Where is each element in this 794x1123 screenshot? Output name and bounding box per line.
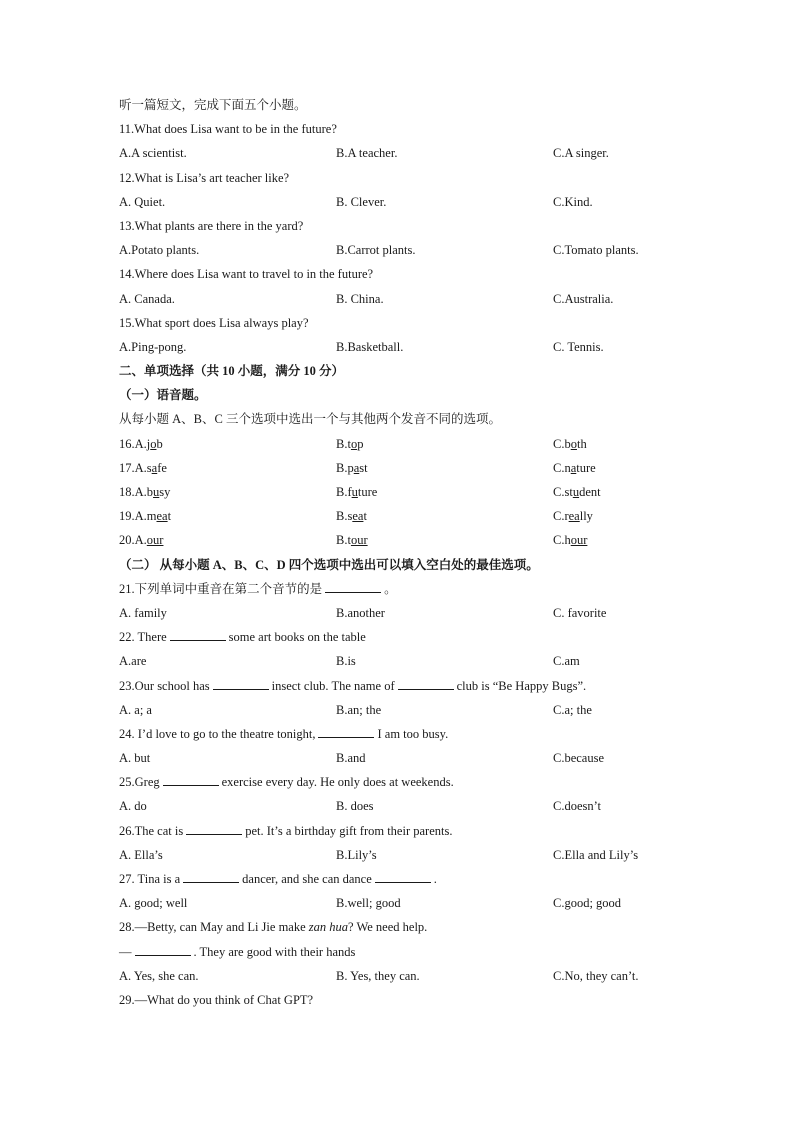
option-c — [553, 504, 593, 528]
option-b: B. Yes, they can. — [336, 968, 420, 983]
options-23 — [119, 698, 679, 722]
question-text: 24. I’d love to go to the theatre tonight, — [119, 726, 316, 741]
word-end: dent — [579, 485, 601, 499]
underlined-letters: u — [153, 485, 160, 499]
question-text-end: 。 — [384, 581, 397, 596]
option-b: B.an; the — [336, 702, 382, 717]
question-text: 22. There — [119, 630, 167, 645]
underlined-letters: ea — [156, 509, 168, 524]
option-c: C.doesn’t — [553, 799, 602, 814]
options-24 — [119, 746, 679, 770]
word-end: lly — [579, 509, 593, 524]
word-start: B.s — [336, 509, 353, 524]
question-text: 25.Greg — [119, 775, 160, 790]
word-start: B.t — [336, 533, 351, 548]
option-a: A.Ping-pong. — [119, 339, 187, 354]
option-b — [336, 528, 368, 552]
option-c: C.Tomato plants. — [553, 243, 639, 258]
question-26 — [119, 819, 679, 843]
underlined-letters: u — [572, 485, 580, 499]
option-a — [119, 528, 163, 552]
option-b — [336, 504, 367, 528]
word-start: 20.A. — [119, 533, 147, 548]
options-21 — [119, 601, 679, 625]
subsection-2-title: （二） 从每小题 A、B、C、D 四个选项中选出可以填入空白处的最佳选项。 — [119, 557, 539, 572]
word-end: ture — [357, 485, 378, 499]
phonetics-19 — [119, 504, 679, 528]
word-start: C.h — [553, 533, 571, 548]
option-a — [119, 456, 167, 480]
option-a: A. but — [119, 751, 151, 766]
subsection-1-instructions: 从每小题 A、B、C 三个选项中选出一个与其他两个发音不同的选项。 — [119, 412, 501, 427]
phonetics-17 — [119, 456, 679, 480]
option-a: A. family — [119, 605, 167, 620]
word-end: b — [156, 436, 163, 451]
option-b — [336, 480, 377, 504]
option-b: B.Lily’s — [336, 847, 377, 862]
question-13: 13.What plants are there in the yard? — [119, 218, 304, 233]
answer-blank — [325, 581, 381, 593]
option-c: C.A singer. — [553, 146, 609, 161]
answer-blank — [186, 823, 242, 835]
options-15 — [119, 335, 679, 359]
option-b: B.and — [336, 751, 366, 766]
option-a: A. Quiet. — [119, 194, 166, 209]
question-21 — [119, 577, 679, 601]
underlined-letters: ea — [568, 509, 580, 524]
question-12: 12.What is Lisa’s art teacher like? — [119, 170, 290, 185]
question-text-mid: dancer, and she can dance — [242, 872, 372, 886]
italic-term: zan hua — [308, 920, 349, 935]
option-c: C.because — [553, 751, 605, 766]
underlined-letters: our — [146, 533, 164, 548]
question-text-end: exercise every day. He only does at weekends. — [221, 775, 454, 790]
word-end: ture — [576, 460, 596, 475]
option-c: C.Ella and Lily’s — [553, 847, 639, 862]
word-end: p — [357, 436, 364, 451]
option-c: C.Kind. — [553, 194, 593, 209]
option-c: C. favorite — [553, 605, 607, 620]
question-text-mid: insect club. The name of — [271, 678, 395, 693]
option-b: B.well; good — [336, 896, 401, 911]
question-27 — [119, 867, 679, 891]
word-start: 17.A.s — [119, 460, 152, 475]
phonetics-18 — [119, 480, 679, 504]
options-28 — [119, 964, 679, 988]
option-b — [336, 456, 368, 480]
underlined-letters: a — [151, 460, 158, 475]
option-c: C.No, they can’t. — [553, 968, 639, 983]
phonetics-16 — [119, 432, 679, 456]
word-start: B.p — [336, 460, 354, 475]
option-c — [553, 432, 587, 456]
question-25 — [119, 770, 679, 794]
option-b — [336, 432, 363, 456]
option-c: C.Australia. — [553, 291, 614, 306]
subsection-1-title: （一）语音题。 — [119, 388, 207, 403]
answer-blank — [135, 944, 191, 956]
question-text-end: club is “Be Happy Bugs”. — [456, 678, 587, 693]
option-c — [553, 528, 587, 552]
option-c: C.a; the — [553, 702, 592, 717]
question-text: 27. Tina is a — [119, 872, 181, 886]
reply-dash: — — [119, 944, 132, 959]
word-end: fe — [157, 460, 167, 475]
answer-blank — [170, 629, 226, 641]
underlined-letters: o — [150, 436, 157, 451]
option-a: A.Potato plants. — [119, 243, 200, 258]
listening-intro: 听一篇短文，完成下面五个小题。 — [119, 98, 307, 112]
options-27 — [119, 891, 679, 915]
options-13 — [119, 238, 679, 262]
underlined-letters: a — [570, 460, 577, 475]
question-15: 15.What sport does Lisa always play? — [119, 315, 309, 330]
answer-blank — [375, 871, 431, 883]
question-text-end: ? We need help. — [348, 920, 428, 935]
section-2-title: 二、单项选择（共 10 小题，满分 10 分） — [119, 364, 345, 379]
answer-blank — [213, 678, 269, 690]
question-text: 23.Our school has — [119, 678, 210, 693]
option-a — [119, 432, 163, 456]
options-12 — [119, 190, 679, 214]
question-text-end: . — [433, 872, 437, 886]
word-end: t — [363, 509, 367, 524]
option-b: B.A teacher. — [336, 146, 398, 161]
option-b: B.Carrot plants. — [336, 243, 416, 258]
question-29: 29.—What do you think of Chat GPT? — [119, 992, 314, 1007]
option-b: B. China. — [336, 291, 384, 306]
underlined-letters: u — [351, 485, 358, 499]
question-text: 26.The cat is — [119, 823, 184, 838]
option-b: B. Clever. — [336, 194, 387, 209]
option-c: C. Tennis. — [553, 339, 604, 354]
option-b: B.another — [336, 605, 385, 620]
option-c: C.good; good — [553, 896, 622, 911]
reply-text: . They are good with their hands — [193, 944, 356, 959]
option-a: A. Yes, she can. — [119, 968, 199, 983]
question-22 — [119, 625, 679, 649]
answer-blank — [318, 726, 374, 738]
options-11 — [119, 141, 679, 165]
option-c: C.am — [553, 654, 580, 669]
word-start: 16.A.j — [119, 436, 151, 451]
options-22 — [119, 649, 679, 673]
options-25 — [119, 794, 679, 818]
question-text-end: some art books on the table — [228, 630, 366, 645]
underlined-letters: our — [350, 533, 368, 548]
option-b: B. does — [336, 799, 374, 814]
answer-blank — [163, 774, 219, 786]
word-start: C.b — [553, 436, 571, 451]
option-c — [553, 456, 596, 480]
option-a: A. Canada. — [119, 291, 175, 306]
question-24 — [119, 722, 679, 746]
option-a — [119, 504, 171, 528]
question-14: 14.Where does Lisa want to travel to in the future? — [119, 267, 374, 282]
option-b: B.Basketball. — [336, 339, 404, 354]
word-end: st — [359, 460, 368, 475]
underlined-letters: o — [350, 436, 358, 451]
question-text-end: pet. It’s a birthday gift from their parents. — [245, 823, 453, 838]
question-28-reply — [119, 940, 679, 964]
word-end: t — [167, 509, 172, 524]
phonetics-20 — [119, 528, 679, 552]
option-b: B.is — [336, 654, 356, 669]
option-a: A.are — [119, 654, 147, 669]
option-a: A. Ella’s — [119, 847, 163, 862]
option-a: A. a; a — [119, 702, 152, 717]
underlined-letters: our — [570, 533, 588, 548]
question-28 — [119, 915, 679, 939]
word-start: C.r — [553, 509, 569, 524]
word-start: 18.A.b — [119, 485, 154, 499]
word-end: th — [576, 436, 587, 451]
exam-page — [119, 93, 679, 1012]
answer-blank — [183, 871, 239, 883]
question-text-end: I am too busy. — [377, 726, 449, 741]
word-start: C.n — [553, 460, 571, 475]
underlined-letters: ea — [352, 509, 364, 524]
question-text: 21.下列单词中重音在第二个音节的是 — [119, 581, 323, 596]
question-11: 11.What does Lisa want to be in the future? — [119, 122, 337, 137]
option-a: A. good; well — [119, 896, 188, 911]
question-text: 28.—Betty, can May and Li Jie make — [119, 920, 306, 935]
underlined-letters: o — [570, 436, 577, 451]
option-a: A. do — [119, 799, 147, 814]
underlined-letters: a — [353, 460, 360, 475]
word-start: C.st — [553, 485, 573, 499]
options-26 — [119, 843, 679, 867]
word-start: B.f — [336, 485, 352, 499]
word-start: B.t — [336, 436, 351, 451]
option-a — [119, 480, 170, 504]
option-c — [553, 480, 601, 504]
options-14 — [119, 287, 679, 311]
question-23 — [119, 674, 679, 698]
option-a: A.A scientist. — [119, 146, 187, 161]
answer-blank — [398, 678, 454, 690]
word-end: sy — [159, 485, 171, 499]
word-start: 19.A.m — [119, 509, 157, 524]
